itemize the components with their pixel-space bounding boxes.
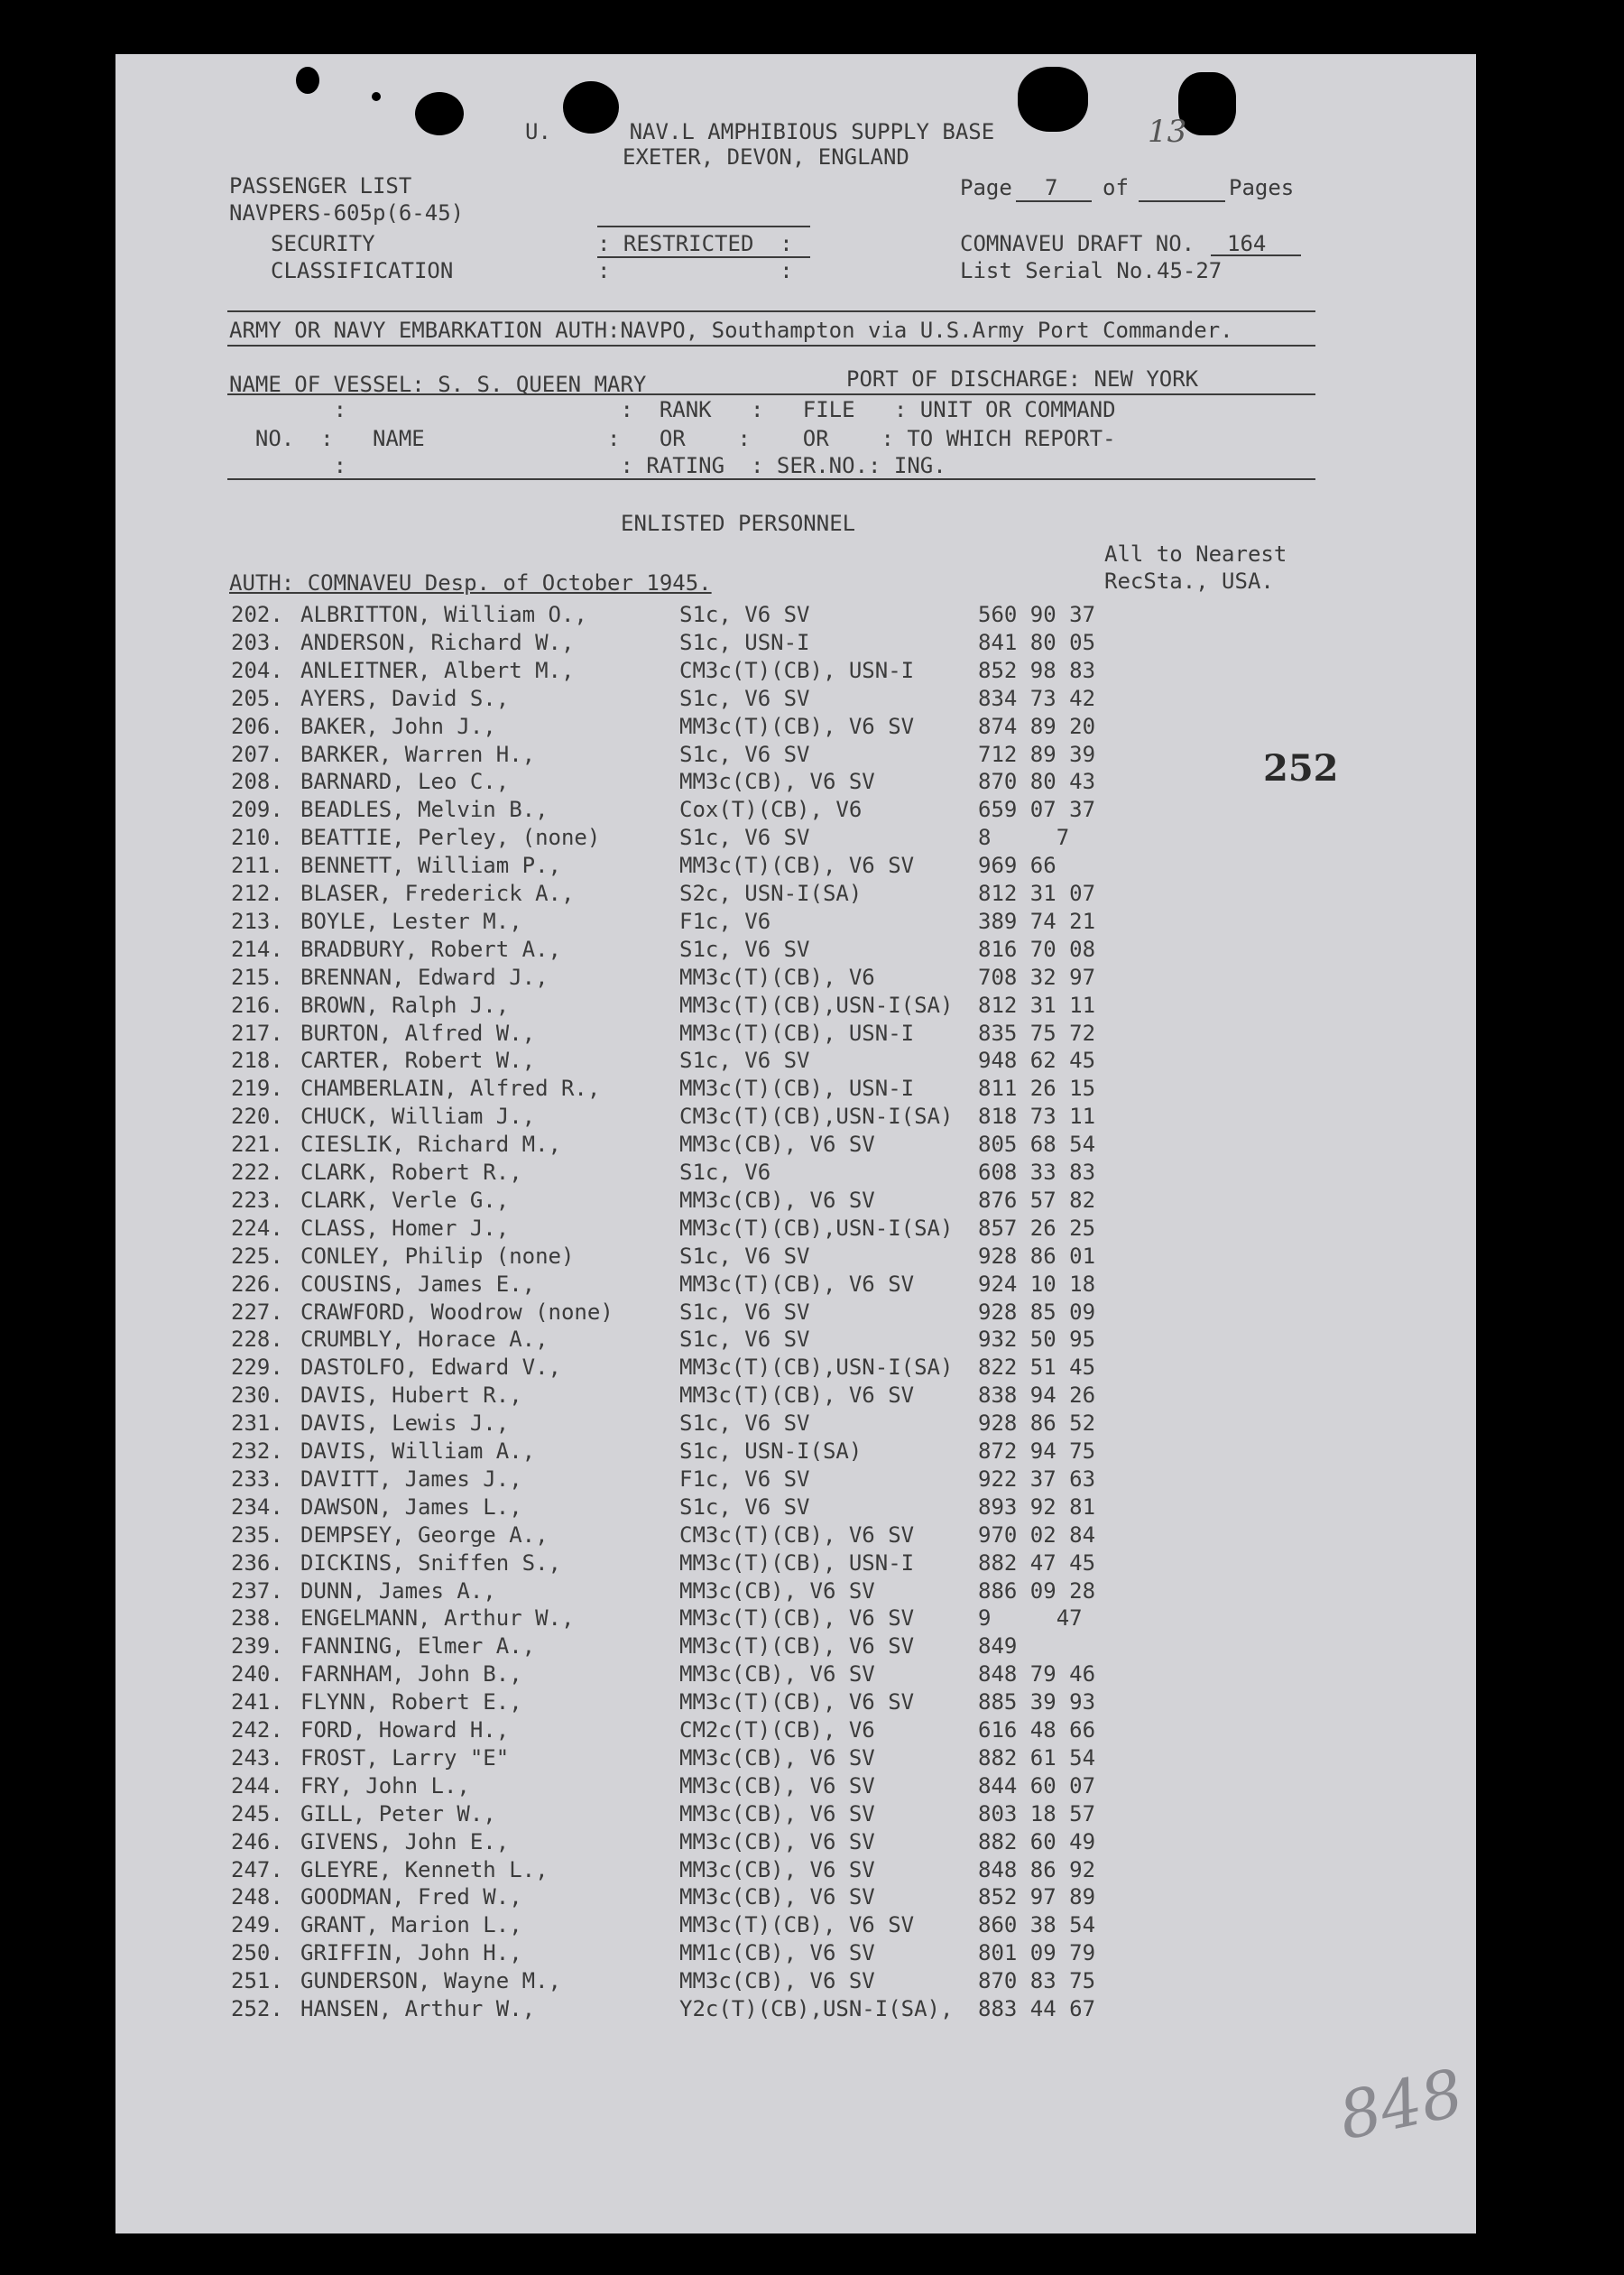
rank-rating: S1c, V6 SV: [679, 825, 810, 851]
serial-label: List Serial No.: [960, 258, 1156, 283]
row-number: 243.: [231, 1744, 283, 1771]
rank-rating: CM3c(T)(CB), USN-I: [679, 657, 915, 683]
rank-rating: MM3c(CB), V6 SV: [679, 769, 875, 795]
rank-rating: MM3c(CB), V6 SV: [679, 1800, 875, 1826]
authority-line: AUTH: COMNAVEU Desp. of October 1945.: [229, 570, 712, 596]
destination-line1: All to Nearest: [1104, 541, 1287, 567]
column-header-line3: : : RATING : SER.NO.: ING.: [229, 453, 946, 478]
passenger-name: DASTOLFO, Edward V.,: [300, 1355, 561, 1381]
punch-hole: [1178, 72, 1236, 135]
rank-rating: MM3c(T)(CB), V6 SV: [679, 853, 915, 879]
service-number: 893 92 81: [978, 1494, 1096, 1520]
rank-rating: MM3c(T)(CB),USN-I(SA): [679, 1355, 954, 1381]
passenger-name: GRANT, Marion L.,: [300, 1912, 522, 1938]
form-number: NAVPERS-605p(6-45): [229, 200, 465, 226]
service-number: 882 60 49: [978, 1828, 1096, 1854]
passenger-name: FARNHAM, John B.,: [300, 1661, 522, 1688]
passenger-name: CLASS, Homer J.,: [300, 1215, 510, 1241]
service-number: 924 10 18: [978, 1271, 1096, 1297]
rank-rating: MM3c(CB), V6 SV: [679, 1772, 875, 1799]
passenger-name: CARTER, Robert W.,: [300, 1048, 536, 1074]
row-number: 203.: [231, 629, 283, 655]
rank-rating: MM3c(CB), V6 SV: [679, 1856, 875, 1882]
section-title: ENLISTED PERSONNEL: [621, 511, 856, 536]
service-number: 801 09 79: [978, 1940, 1096, 1966]
service-number: 870 83 75: [978, 1968, 1096, 1994]
rank-rating: MM3c(T)(CB), V6 SV: [679, 713, 915, 739]
passenger-name: DUNN, James A.,: [300, 1577, 496, 1604]
row-number: 215.: [231, 964, 283, 990]
security-label: SECURITY: [271, 231, 375, 256]
row-number: 247.: [231, 1856, 283, 1882]
passenger-name: BLASER, Frederick A.,: [300, 881, 575, 906]
embarkation-bottom-rule: [227, 345, 1315, 347]
row-number: 222.: [231, 1160, 283, 1185]
service-number: 841 80 05: [978, 629, 1096, 655]
row-number: 239.: [231, 1633, 283, 1660]
passenger-name: GILL, Peter W.,: [300, 1800, 496, 1826]
passenger-name: FRY, John L.,: [300, 1772, 470, 1799]
passenger-name: CIESLIK, Richard M.,: [300, 1132, 561, 1158]
service-number: 852 97 89: [978, 1884, 1096, 1910]
row-number: 213.: [231, 908, 283, 934]
passenger-name: GIVENS, John E.,: [300, 1828, 510, 1854]
row-number: 219.: [231, 1076, 283, 1102]
service-number: 608 33 83: [978, 1160, 1096, 1185]
service-number: 882 47 45: [978, 1549, 1096, 1576]
row-number: 230.: [231, 1383, 283, 1409]
row-number: 234.: [231, 1494, 283, 1520]
service-number: 928 86 52: [978, 1410, 1096, 1437]
rank-rating: Cox(T)(CB), V6: [679, 797, 863, 823]
passenger-name: DAVIS, Lewis J.,: [300, 1410, 510, 1437]
passenger-name: DAWSON, James L.,: [300, 1494, 522, 1520]
row-number: 238.: [231, 1605, 283, 1632]
service-number: 8 7: [978, 825, 1070, 851]
rank-rating: MM3c(T)(CB), USN-I: [679, 1076, 915, 1102]
rank-rating: F1c, V6 SV: [679, 1466, 810, 1492]
row-number: 207.: [231, 741, 283, 767]
embarkation-top-rule: [227, 310, 1315, 312]
serial-number: 45-27: [1157, 258, 1223, 283]
service-number: 560 90 37: [978, 602, 1096, 627]
rank-rating: S1c, V6 SV: [679, 685, 810, 711]
passenger-name: CLARK, Verle G.,: [300, 1187, 510, 1213]
service-number: 818 73 11: [978, 1104, 1096, 1130]
row-number: 233.: [231, 1466, 283, 1492]
service-number: 860 38 54: [978, 1912, 1096, 1938]
rank-rating: CM2c(T)(CB), V6: [679, 1717, 875, 1743]
passenger-name: GLEYRE, Kenneth L.,: [300, 1856, 549, 1882]
passenger-name: BOYLE, Lester M.,: [300, 908, 522, 934]
passenger-name: CRUMBLY, Horace A.,: [300, 1327, 549, 1353]
row-number: 236.: [231, 1549, 283, 1576]
passenger-name: BURTON, Alfred W.,: [300, 1020, 536, 1046]
rank-rating: S2c, USN-I(SA): [679, 881, 863, 906]
service-number: 838 94 26: [978, 1383, 1096, 1409]
rank-rating: MM3c(T)(CB), V6 SV: [679, 1271, 915, 1297]
service-number: 616 48 66: [978, 1717, 1096, 1743]
rank-rating: CM3c(T)(CB),USN-I(SA): [679, 1104, 954, 1130]
service-number: 811 26 15: [978, 1076, 1096, 1102]
rank-rating: MM3c(T)(CB), USN-I: [679, 1020, 915, 1046]
page-label: Page: [960, 175, 1012, 200]
pages-label: Pages: [1229, 175, 1295, 200]
column-header-line2: NO. : NAME : OR : OR : TO WHICH REPORT-: [229, 426, 1116, 451]
rank-rating: MM3c(T)(CB), V6 SV: [679, 1912, 915, 1938]
passenger-name: CHUCK, William J.,: [300, 1104, 536, 1130]
rank-rating: MM3c(T)(CB),USN-I(SA): [679, 992, 954, 1018]
rank-rating: S1c, V6 SV: [679, 1410, 810, 1437]
page-number: 7: [1045, 175, 1058, 200]
passenger-name: ANLEITNER, Albert M.,: [300, 657, 575, 683]
rank-rating: MM3c(CB), V6 SV: [679, 1828, 875, 1854]
service-number: 805 68 54: [978, 1132, 1096, 1158]
passenger-name: DEMPSEY, George A.,: [300, 1521, 549, 1548]
service-number: 928 86 01: [978, 1243, 1096, 1269]
service-number: 844 60 07: [978, 1772, 1096, 1799]
rank-rating: MM3c(T)(CB), USN-I: [679, 1549, 915, 1576]
service-number: 886 09 28: [978, 1577, 1096, 1604]
base-name-line2: EXETER, DEVON, ENGLAND: [623, 144, 909, 170]
rank-rating: S1c, V6 SV: [679, 936, 810, 962]
service-number: 857 26 25: [978, 1215, 1096, 1241]
vessel-rule: [227, 393, 1315, 395]
security-blank: : :: [597, 258, 793, 283]
rank-rating: F1c, V6: [679, 908, 771, 934]
row-number: 205.: [231, 685, 283, 711]
service-number: 9 47: [978, 1605, 1083, 1632]
service-number: 948 62 45: [978, 1048, 1096, 1074]
passenger-name: CONLEY, Philip (none): [300, 1243, 575, 1269]
security-value: : RESTRICTED :: [597, 231, 793, 256]
passenger-name: ANDERSON, Richard W.,: [300, 629, 575, 655]
row-number: 246.: [231, 1828, 283, 1854]
punch-hole: [415, 92, 464, 135]
rank-rating: S1c, USN-I: [679, 629, 810, 655]
row-number: 244.: [231, 1772, 283, 1799]
rank-rating: S1c, V6 SV: [679, 1048, 810, 1074]
passenger-name: BARKER, Warren H.,: [300, 741, 536, 767]
row-number: 224.: [231, 1215, 283, 1241]
handwritten-page-mark: 13: [1148, 114, 1187, 150]
passenger-name: DAVIS, Hubert R.,: [300, 1383, 522, 1409]
service-number: 822 51 45: [978, 1355, 1096, 1381]
service-number: 928 85 09: [978, 1299, 1096, 1325]
service-number: 803 18 57: [978, 1800, 1096, 1826]
service-number: 876 57 82: [978, 1187, 1096, 1213]
service-number: 874 89 20: [978, 713, 1096, 739]
security-top-rule: [597, 226, 810, 227]
passenger-name: BEADLES, Melvin B.,: [300, 797, 549, 823]
row-number: 250.: [231, 1940, 283, 1966]
row-number: 204.: [231, 657, 283, 683]
row-number: 214.: [231, 936, 283, 962]
page-number-line: [1016, 200, 1092, 202]
passenger-name: FANNING, Elmer A.,: [300, 1633, 536, 1660]
row-number: 216.: [231, 992, 283, 1018]
rank-rating: Y2c(T)(CB),USN-I(SA),: [679, 1996, 954, 2021]
rank-rating: MM3c(CB), V6 SV: [679, 1187, 875, 1213]
row-number: 242.: [231, 1717, 283, 1743]
row-number: 218.: [231, 1048, 283, 1074]
rank-rating: S1c, V6 SV: [679, 1243, 810, 1269]
handwritten-number: 848: [1332, 2054, 1470, 2155]
row-number: 229.: [231, 1355, 283, 1381]
passenger-name: BAKER, John J.,: [300, 713, 496, 739]
passenger-name: BROWN, Ralph J.,: [300, 992, 510, 1018]
rank-rating: MM3c(CB), V6 SV: [679, 1884, 875, 1910]
passenger-name: BRADBURY, Robert A.,: [300, 936, 561, 962]
row-number: 217.: [231, 1020, 283, 1046]
service-number: 834 73 42: [978, 685, 1096, 711]
embarkation-line: ARMY OR NAVY EMBARKATION AUTH:NAVPO, Southampton via U.S.Army Port Commander.: [229, 318, 1233, 343]
row-number: 251.: [231, 1968, 283, 1994]
row-number: 221.: [231, 1132, 283, 1158]
service-number: 816 70 08: [978, 936, 1096, 962]
row-number: 206.: [231, 713, 283, 739]
passenger-name: GOODMAN, Fred W.,: [300, 1884, 522, 1910]
row-number: 237.: [231, 1577, 283, 1604]
service-number: 922 37 63: [978, 1466, 1096, 1492]
row-number: 241.: [231, 1689, 283, 1715]
rank-rating: MM3c(T)(CB),USN-I(SA): [679, 1215, 954, 1241]
vessel-name: NAME OF VESSEL: S. S. QUEEN MARY: [229, 372, 647, 397]
rank-rating: MM3c(CB), V6 SV: [679, 1661, 875, 1688]
of-label: of: [1103, 175, 1129, 200]
service-number: 882 61 54: [978, 1744, 1096, 1771]
row-number: 252.: [231, 1996, 283, 2021]
rank-rating: MM3c(CB), V6 SV: [679, 1744, 875, 1771]
service-number: 389 74 21: [978, 908, 1096, 934]
rank-rating: MM3c(T)(CB), V6 SV: [679, 1633, 915, 1660]
service-number: 835 75 72: [978, 1020, 1096, 1046]
row-number: 226.: [231, 1271, 283, 1297]
rank-rating: MM3c(T)(CB), V6 SV: [679, 1605, 915, 1632]
service-number: 849: [978, 1633, 1018, 1660]
passenger-name: DAVIS, William A.,: [300, 1438, 536, 1464]
form-title: PASSENGER LIST: [229, 173, 412, 199]
passenger-name: ENGELMANN, Arthur W.,: [300, 1605, 575, 1632]
row-number: 245.: [231, 1800, 283, 1826]
rank-rating: MM3c(CB), V6 SV: [679, 1577, 875, 1604]
service-number: 812 31 07: [978, 881, 1096, 906]
row-number: 227.: [231, 1299, 283, 1325]
rank-rating: S1c, USN-I(SA): [679, 1438, 863, 1464]
service-number: 883 44 67: [978, 1996, 1096, 2021]
service-number: 885 39 93: [978, 1689, 1096, 1715]
rank-rating: S1c, V6: [679, 1160, 771, 1185]
rank-rating: MM3c(T)(CB), V6: [679, 964, 875, 990]
destination-line2: RecSta., USA.: [1104, 569, 1274, 594]
passenger-name: ALBRITTON, William O.,: [300, 602, 587, 627]
draft-number-line: [1211, 254, 1301, 256]
port-of-discharge: PORT OF DISCHARGE: NEW YORK: [846, 366, 1199, 392]
service-number: 848 86 92: [978, 1856, 1096, 1882]
row-number: 231.: [231, 1410, 283, 1437]
base-name-line1: U. NAV.L AMPHIBIOUS SUPPLY BASE: [525, 119, 995, 144]
service-number: 932 50 95: [978, 1327, 1096, 1353]
service-number: 848 79 46: [978, 1661, 1096, 1688]
passenger-name: CHAMBERLAIN, Alfred R.,: [300, 1076, 601, 1102]
punch-hole: [1018, 67, 1088, 132]
row-number: 249.: [231, 1912, 283, 1938]
rank-rating: S1c, V6 SV: [679, 602, 810, 627]
rank-rating: MM3c(T)(CB), V6 SV: [679, 1689, 915, 1715]
rank-rating: S1c, V6 SV: [679, 1327, 810, 1353]
rank-rating: MM3c(CB), V6 SV: [679, 1968, 875, 1994]
passenger-name: GRIFFIN, John H.,: [300, 1940, 522, 1966]
passenger-name: BARNARD, Leo C.,: [300, 769, 510, 795]
passenger-name: CLARK, Robert R.,: [300, 1160, 522, 1185]
row-number: 209.: [231, 797, 283, 823]
passenger-name: BRENNAN, Edward J.,: [300, 964, 549, 990]
row-number: 223.: [231, 1187, 283, 1213]
draft-number: 164: [1227, 231, 1267, 256]
row-number: 212.: [231, 881, 283, 906]
rank-rating: MM3c(CB), V6 SV: [679, 1132, 875, 1158]
passenger-name: AYERS, David S.,: [300, 685, 510, 711]
row-number: 235.: [231, 1521, 283, 1548]
service-number: 659 07 37: [978, 797, 1096, 823]
rank-rating: S1c, V6 SV: [679, 1494, 810, 1520]
service-number: 712 89 39: [978, 741, 1096, 767]
passenger-name: DICKINS, Sniffen S.,: [300, 1549, 561, 1576]
service-number: 852 98 83: [978, 657, 1096, 683]
service-number: 708 32 97: [978, 964, 1096, 990]
row-number: 240.: [231, 1661, 283, 1688]
passenger-name: GUNDERSON, Wayne M.,: [300, 1968, 561, 1994]
rank-rating: S1c, V6 SV: [679, 741, 810, 767]
row-number: 208.: [231, 769, 283, 795]
rank-rating: S1c, V6 SV: [679, 1299, 810, 1325]
passenger-name: DAVITT, James J.,: [300, 1466, 522, 1492]
row-number: 232.: [231, 1438, 283, 1464]
passenger-name: FLYNN, Robert E.,: [300, 1689, 522, 1715]
service-number: 870 80 43: [978, 769, 1096, 795]
row-number: 202.: [231, 602, 283, 627]
punch-hole: [296, 67, 319, 94]
rank-rating: MM3c(T)(CB), V6 SV: [679, 1383, 915, 1409]
punch-hole: [372, 92, 381, 101]
row-number: 211.: [231, 853, 283, 879]
service-number: 970 02 84: [978, 1521, 1096, 1548]
column-header-rule: [227, 478, 1315, 480]
pages-total-line: [1139, 200, 1225, 202]
row-number: 220.: [231, 1104, 283, 1130]
classification-label: CLASSIFICATION: [271, 258, 454, 283]
passenger-name: HANSEN, Arthur W.,: [300, 1996, 536, 2021]
row-number: 225.: [231, 1243, 283, 1269]
row-number: 228.: [231, 1327, 283, 1353]
passenger-name: COUSINS, James E.,: [300, 1271, 536, 1297]
service-number: 969 66: [978, 853, 1057, 879]
passenger-name: BENNETT, William P.,: [300, 853, 561, 879]
column-header-line1: : : RANK : FILE : UNIT OR COMMAND: [229, 397, 1116, 422]
draft-label: COMNAVEU DRAFT NO.: [960, 231, 1195, 256]
service-number: 872 94 75: [978, 1438, 1096, 1464]
stamped-page-number: 252: [1263, 747, 1339, 790]
passenger-name: BEATTIE, Perley, (none): [300, 825, 601, 851]
rank-rating: CM3c(T)(CB), V6 SV: [679, 1521, 915, 1548]
passenger-name: FROST, Larry "E": [300, 1744, 510, 1771]
row-number: 248.: [231, 1884, 283, 1910]
row-number: 210.: [231, 825, 283, 851]
rank-rating: MM1c(CB), V6 SV: [679, 1940, 875, 1966]
service-number: 812 31 11: [978, 992, 1096, 1018]
passenger-name: FORD, Howard H.,: [300, 1717, 510, 1743]
passenger-name: CRAWFORD, Woodrow (none): [300, 1299, 614, 1325]
